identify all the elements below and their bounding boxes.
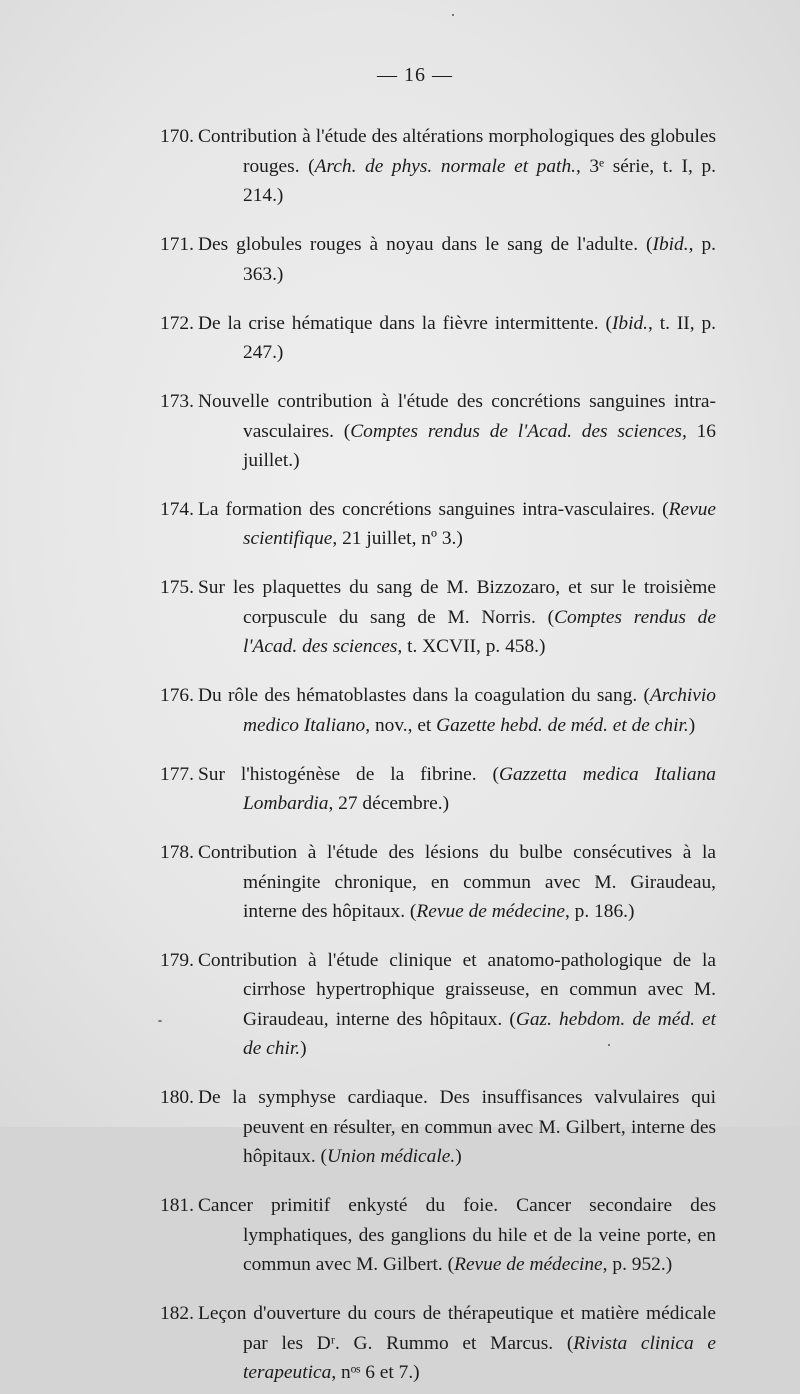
entry-text: Cancer primitif enkysté du foie. Cancer secondaire des lymphatiques, des ganglions du hile et de la veine porte, en commun avec M. Gilbert. (	[198, 1195, 716, 1276]
entry-text: , 21 juillet, nº 3.)	[332, 528, 463, 550]
entry-text: Contribution à l'étude des lésions du bulbe consécutives à la méningite chronique, en commun avec M. Giraudeau, interne des hôpitaux. (	[198, 842, 716, 923]
entry-source-italic: Ibid.	[611, 312, 649, 334]
entry-number: 177.	[160, 763, 194, 785]
entry-text: Du rôle des hématoblastes dans la coagulation du sang. (	[198, 685, 650, 707]
entry-text: , nᵒˢ 6 et 7.)	[331, 1362, 420, 1384]
entry-source-italic: Comptes rendus de l'Acad. des sciences	[243, 606, 716, 658]
entry-source-italic: Ibid.	[652, 234, 689, 256]
entry-number: 178.	[160, 842, 194, 864]
entry-number: 171.	[160, 234, 194, 256]
entry-text: , 27 décembre.)	[328, 793, 450, 815]
entry-text: )	[688, 714, 696, 736]
entry-text: De la crise hématique dans la fièvre intermittente. (	[198, 312, 612, 334]
bibliography-entry	[160, 122, 716, 211]
entry-text: De la symphyse cardiaque. Des insuffisances valvulaires qui peuvent en résulter, en commun avec M. Gilbert, interne des hôpitaux. (	[198, 1087, 716, 1168]
entry-text: , t. II, p. 247.)	[243, 312, 716, 364]
entry-text: , t. XCVII, p. 458.)	[397, 636, 546, 658]
entry-source-italic: Gazette hebd. de méd. et de chir.	[436, 714, 689, 736]
entry-text: Des globules rouges à noyau dans le sang de l'adulte. (	[198, 234, 653, 256]
entry-text: , nov., et	[365, 714, 437, 736]
bibliography-entry	[160, 1299, 716, 1388]
bibliography-entry	[160, 309, 716, 368]
publication-list	[160, 103, 716, 1394]
entry-text: Sur les plaquettes du sang de M. Bizzozaro, et sur le troisième corpuscule du sang de M. Norris. (	[198, 577, 716, 628]
bibliography-entry	[160, 387, 716, 476]
entry-text: )	[300, 1038, 307, 1060]
entry-text: , p. 952.)	[602, 1254, 673, 1276]
bibliography-entry	[160, 1191, 716, 1280]
bibliography-entry	[160, 1083, 716, 1172]
entry-text: Contribution à l'étude des altérations morphologiques des globules rouges. (	[198, 126, 716, 177]
entry-source-italic: Archivio medico Italiano	[243, 685, 716, 736]
entry-text: 16 juillet.)	[243, 420, 716, 472]
entry-source-italic: Revue de médecine	[454, 1254, 603, 1276]
entry-number: 173.	[160, 391, 194, 413]
entry-source-italic: Revue de médecine	[416, 901, 565, 923]
paper-speck	[608, 1044, 610, 1046]
entry-number: 170.	[160, 126, 194, 148]
entry-source-italic: Rivista clinica e terapeutica	[243, 1332, 716, 1384]
entry-number: 175.	[160, 577, 194, 599]
bibliography-entry	[160, 573, 716, 662]
entry-number: 179.	[160, 949, 194, 971]
entry-text: Sur l'histogénèse de la fibrine. (	[198, 763, 499, 785]
entry-source-italic: Comptes rendus de l'Acad. des sciences,	[350, 420, 687, 442]
entry-source-italic: Revue scientifique	[243, 498, 716, 550]
entry-text: )	[455, 1146, 462, 1168]
entry-number: 180.	[160, 1087, 194, 1109]
bibliography-entry	[160, 230, 716, 289]
entry-source-italic: Gazzetta medica Italiana Lombardia	[243, 763, 716, 815]
entry-text: , 3ᵉ série, t. I, p. 214.)	[243, 155, 716, 207]
bibliography-entry	[160, 681, 716, 740]
entry-text: Nouvelle contribution à l'étude des concrétions sanguines intra-vasculaires. (	[198, 391, 716, 442]
entry-source-italic: Arch. de phys. normale et path.	[314, 155, 576, 177]
page-number: — 16 —	[377, 64, 453, 86]
entry-number: 182.	[160, 1303, 194, 1325]
bibliography-entry	[160, 495, 716, 554]
entry-text: Contribution à l'étude clinique et anatomo-pathologique de la cirrhose hypertrophique graisseuse, en commun avec M. Giraudeau, interne des hôpitaux. (	[198, 949, 716, 1030]
entry-source-italic: Union médicale.	[327, 1146, 456, 1168]
entry-text: , p. 186.)	[564, 901, 635, 923]
entry-text: La formation des concrétions sanguines intra-vasculaires. (	[198, 498, 669, 520]
paper-speck	[158, 1020, 162, 1022]
bibliography-entry	[160, 838, 716, 927]
entry-text: Leçon d'ouverture du cours de thérapeutique et matière médicale par les Dʳ. G. Rummo et Marcus. (	[198, 1303, 716, 1354]
entry-number: 181.	[160, 1195, 194, 1217]
bibliography-entry	[160, 946, 716, 1064]
bibliography-entry	[160, 760, 716, 819]
entry-number: 172.	[160, 312, 194, 334]
entry-number: 176.	[160, 685, 194, 707]
entry-text: , p. 363.)	[243, 234, 716, 285]
paper-speck	[452, 14, 454, 16]
entry-source-italic: Gaz. hebdom. de méd. et de chir.	[243, 1008, 717, 1060]
entry-number: 174.	[160, 498, 194, 520]
